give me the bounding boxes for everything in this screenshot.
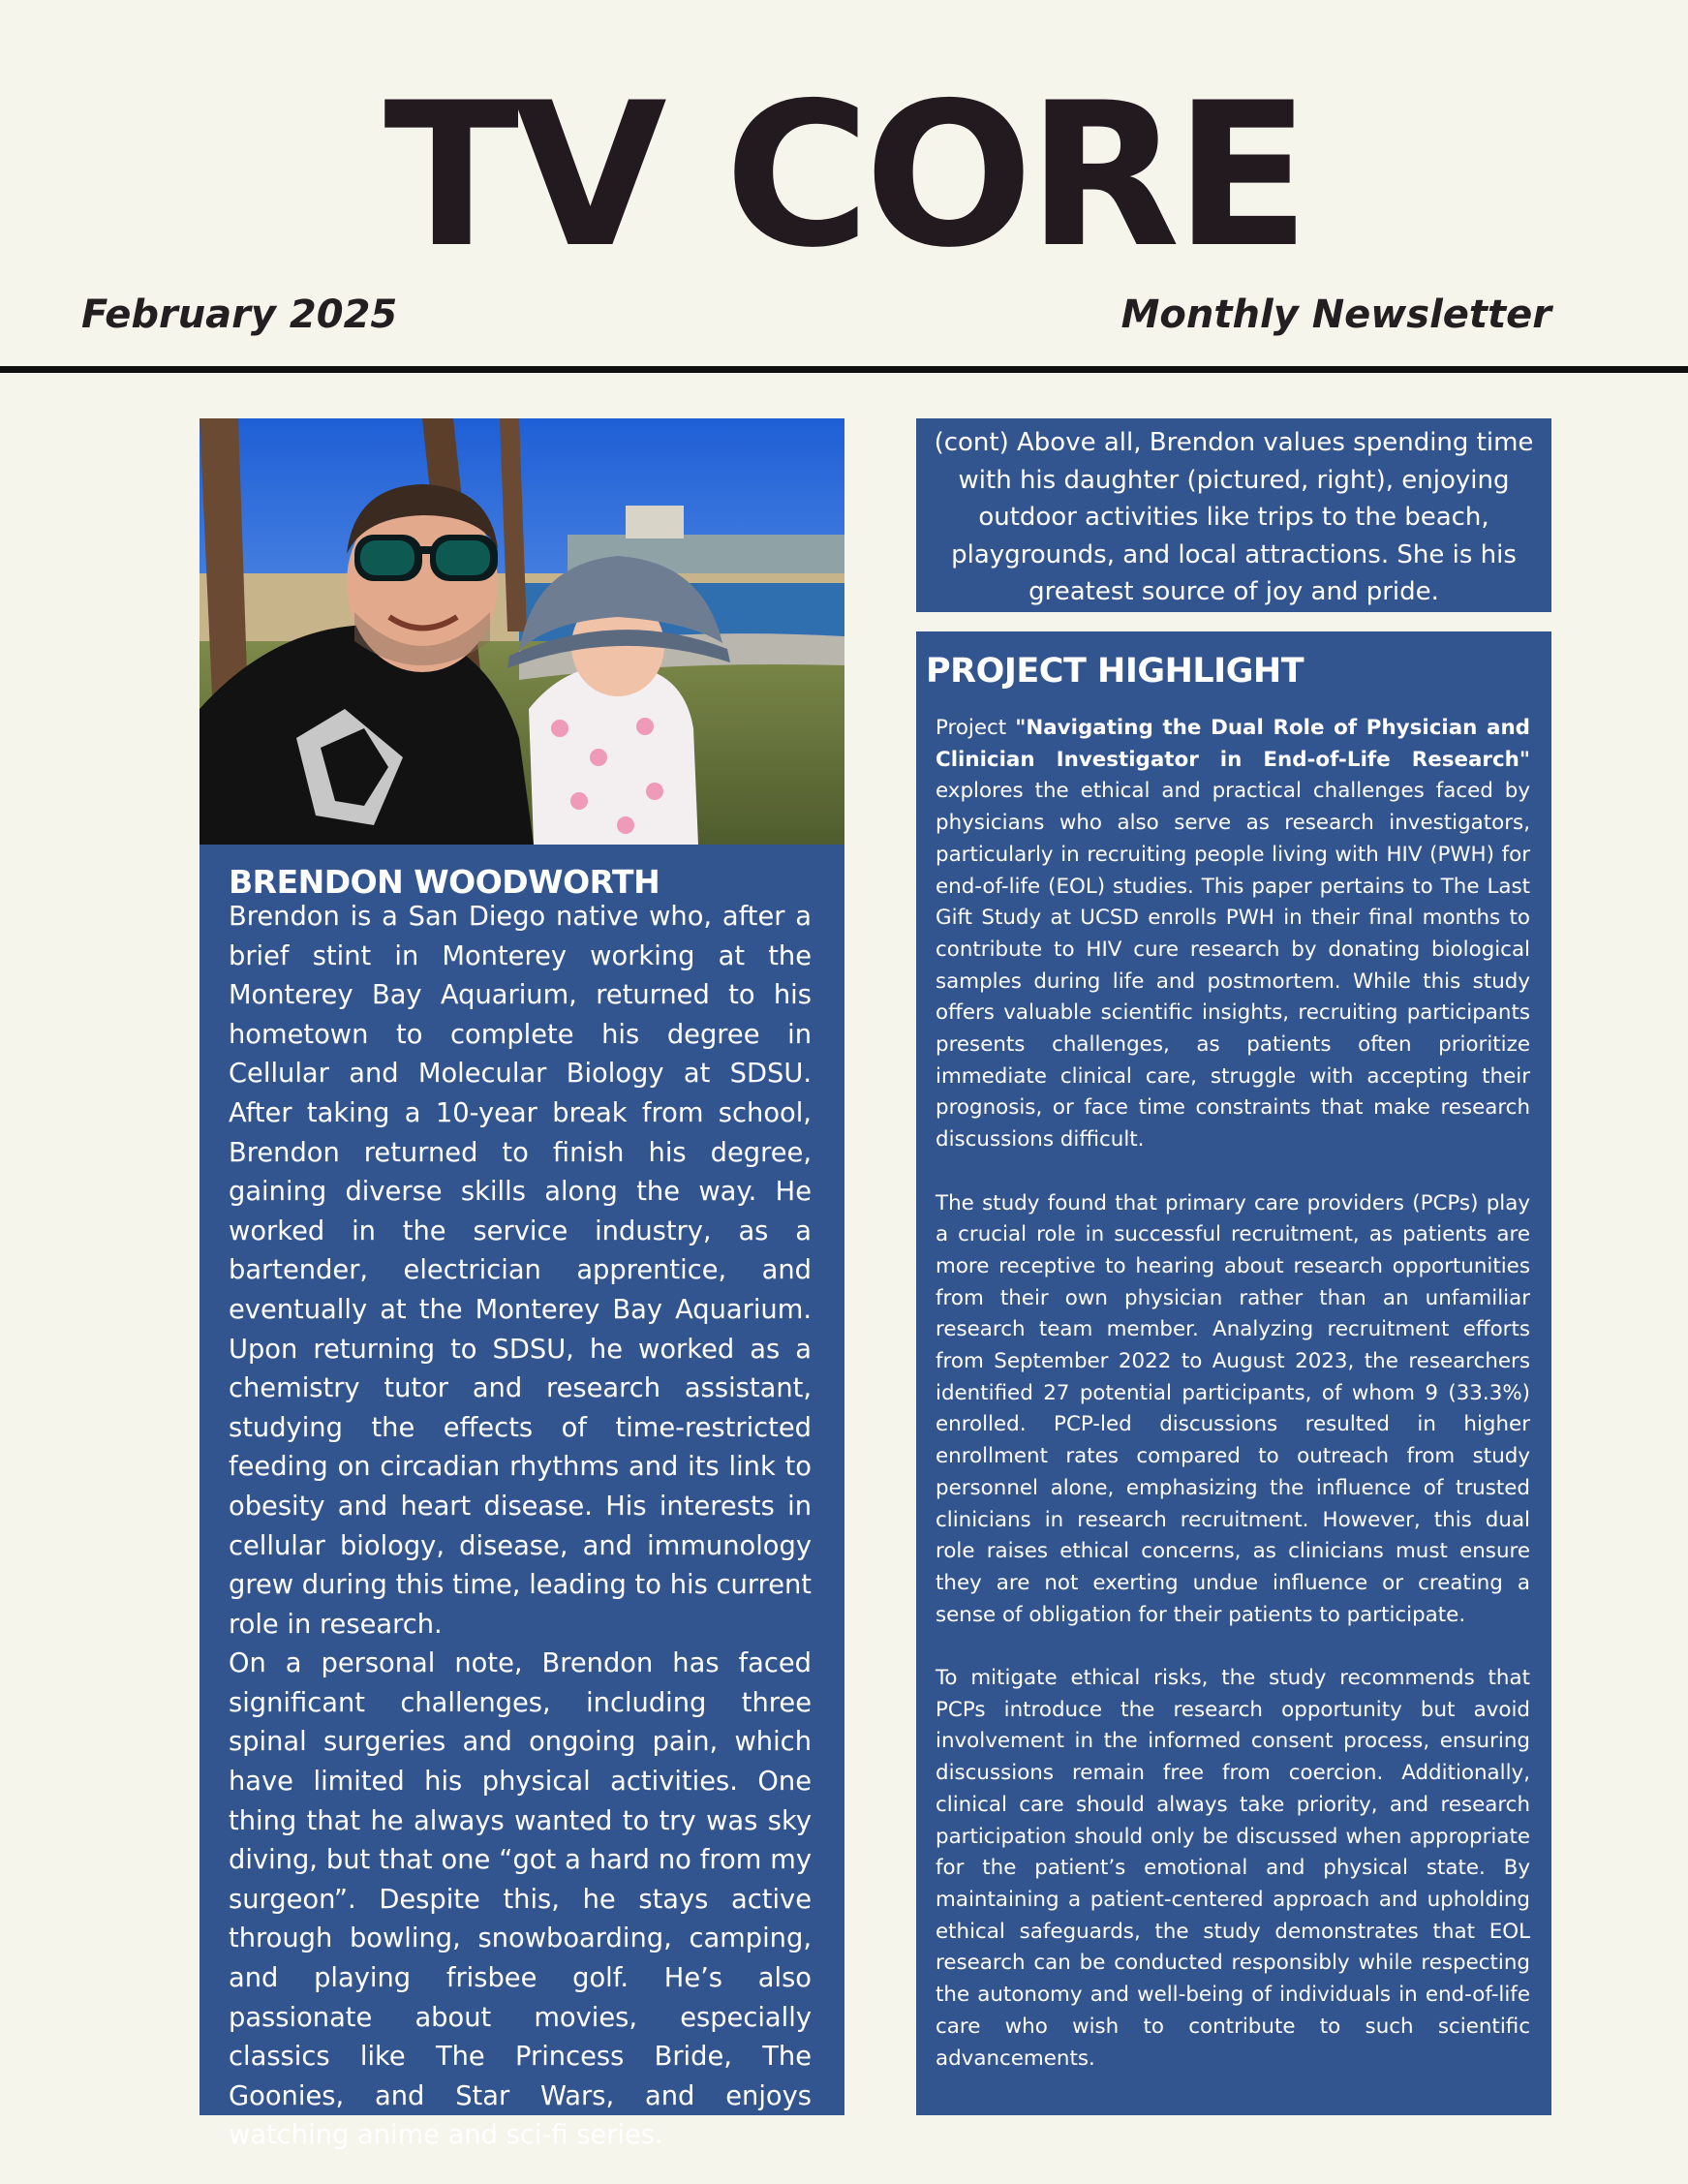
issue-date: February 2025 bbox=[81, 292, 398, 337]
continuation-panel bbox=[916, 418, 1551, 612]
newsletter-title: TV CORE bbox=[384, 61, 1304, 292]
project-paragraph-1-rest: explores the ethical and practical challenges faced by physicians who also serve as research investigators, particularly in recruiting people living with HIV (PWH) for end-of-life (EOL) studies. This paper pertains to The Last Gift Study at UCSD enrolls PWH in their final months to contribute to HIV cure research by donating biological samples during life and postmortem. While this study offers valuable scientific insights, recruiting participants presents challenges, as patients often prioritize immediate clinical care, struggle with accepting their prognosis, or face time constraints that make research discussions difficult. bbox=[936, 779, 1530, 1153]
project-paragraph-1 bbox=[936, 713, 1530, 1156]
project-lead: Project bbox=[936, 716, 1016, 740]
project-paragraph-2: The study found that primary care providers (PCPs) play a crucial role in successful recruitment, as patients are more receptive to hearing about research opportunities from their own physician rather than an unfamiliar research team member. Analyzing recruitment efforts from September 2022 to August 2023, the researchers identified 27 potential participants, of whom 9 (33.3%) enrolled. PCP-led discussions resulted in higher enrollment rates compared to outreach from study personnel alone, emphasizing the influence of trusted clinicians in research recruitment. However, this dual role raises ethical concerns, as clinicians must ensure they are not exerting undue influence or creating a sense of obligation for their patients to participate. bbox=[936, 1190, 1530, 1627]
continuation-text: (cont) Above all, Brendon values spending time with his daughter (pictured, right), enjoying outdoor activities like trips to the beach, playgrounds, and local attractions. She is his greatest source of joy and pride. bbox=[934, 428, 1534, 606]
newsletter-tagline: Monthly Newsletter bbox=[1120, 292, 1551, 337]
project-body bbox=[936, 713, 1530, 2075]
project-paragraph-3: To mitigate ethical risks, the study recommends that PCPs introduce the research opportunity but avoid involvement in the informed consent process, ensuring discussions remain free from coercion. Additionally, clinical care should always take priority, and research participation should only be discussed when appropriate for the patient’s emotional and physical state. By maintaining a patient-centered approach and upholding ethical safeguards, the study demonstrates that EOL research can be conducted responsibly while respecting the autonomy and well-being of individuals in end-of-life care who wish to contribute to such scientific advancements. bbox=[936, 1666, 1530, 2071]
photo-illustration bbox=[199, 418, 844, 845]
header-divider bbox=[0, 366, 1688, 373]
project-highlight-panel bbox=[916, 631, 1551, 2115]
bio-paragraph-1: Brendon is a San Diego native who, after a brief stint in Monterey working at the Monterey Bay Aquarium, returned to his hometown to complete his degree in Cellular and Molecular Biology at SDSU. After taking a 10-year break from school, Brendon returned to finish his degree, gaining diverse skills along the way. He worked in the service industry, as a bartender, electrician apprentice, and eventually at the Monterey Bay Aquarium. Upon returning to SDSU, he worked as a chemistry tutor and research assistant, studying the effects of time-restricted feeding on circadian rhythms and its link to obesity and heart disease. His interests in cellular biology, disease, and immunology grew during this time, leading to his current role in research. bbox=[229, 902, 812, 1640]
profile-photo bbox=[199, 418, 844, 845]
bio-paragraph-2: On a personal note, Brendon has faced significant challenges, including three spinal surgeries and ongoing pain, which have limited his physical activities. One thing that he always wanted to try was sky diving, but that one “got a hard no from my surgeon”. Despite this, he stays active through bowling, snowboarding, camping, and playing frisbee golf. He’s also passionate about movies, especially classics like The Princess Bride, The Goonies, and Star Wars, and enjoys watching anime and sci-fi series. bbox=[229, 1648, 812, 2151]
bio-panel bbox=[199, 845, 844, 2151]
project-title: "Navigating the Dual Role of Physician and Clinician Investigator in End-of-Life Research" bbox=[936, 716, 1530, 772]
project-heading: PROJECT HIGHLIGHT bbox=[926, 652, 1304, 691]
bio-name: BRENDON WOODWORTH bbox=[229, 863, 660, 901]
